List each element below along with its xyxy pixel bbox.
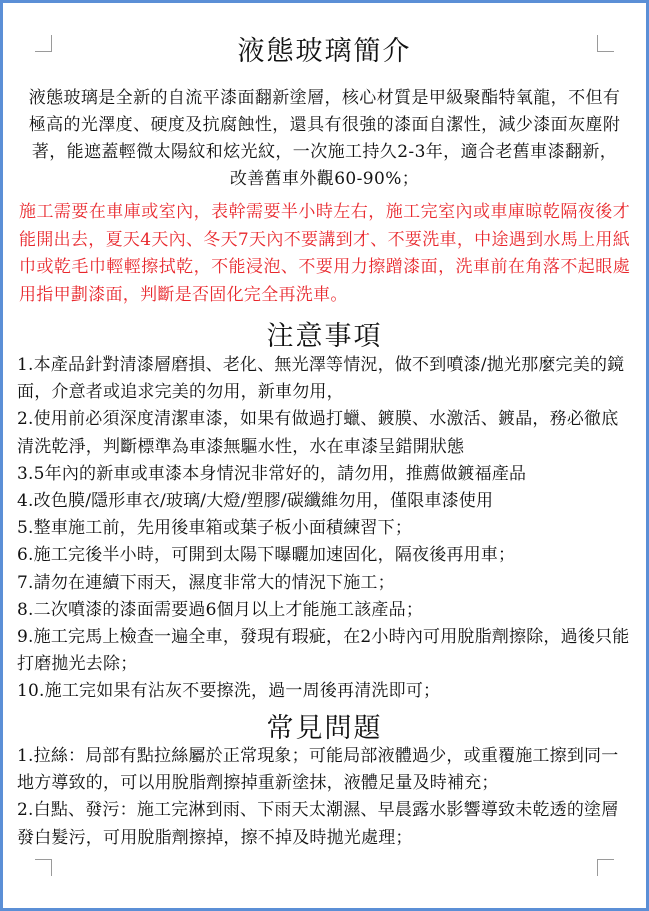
notes-item: 4.改色膜/隱形車衣/玻璃/大燈/塑膠/碳纖維勿用，僅限車漆使用 <box>17 491 494 512</box>
notes-item: 5.整車施工前，先用後車箱或葉子板小面積練習下； <box>17 518 413 539</box>
intro-paragraph: 液態玻璃是全新的自流平漆面翻新塗層，核心材質是甲級聚酯特氧龍，不但有極高的光澤度、硬度及抗腐蝕性，還具有很強的漆面自潔性，減少漆面灰塵附著，能遮蓋輕微太陽紋和炫光紋，一次施工持久2-3年，適合老舊車漆翻新，改善舊車外觀60-90%； <box>28 88 621 189</box>
crop-mark-bottom-left <box>35 859 52 876</box>
notes-item: 8.二次噴漆的漆面需要過6個月以上才能施工該產品； <box>17 599 424 620</box>
warning-paragraph: 施工需要在車庫或室內，表幹需要半小時左右，施工完室內或車庫晾乾隔夜後才能開出去，夏天4天內、冬天7天內不要講到才、不要洗車，中途遇到水馬上用紙巾或乾毛巾輕輕擦拭乾，不能浸泡、不要用力擦蹭漆面，洗車前在角落不起眼處用指甲劃漆面，判斷是否固化完全再洗車。 <box>19 202 630 305</box>
faq-item: 1.拉絲：局部有點拉絲屬於正常現象；可能局部液體過少，或重覆施工擦到同一地方導致的，可以用脫脂劑擦掉重新塗抹，液體足量及時補充； <box>17 746 619 794</box>
faq-title: 常見問題 <box>266 713 383 744</box>
faq-list <box>17 743 632 852</box>
crop-mark-bottom-right <box>597 859 614 876</box>
notes-item: 6.施工完後半小時，可開到太陽下曝曬加速固化，隔夜後再用車； <box>17 545 516 566</box>
notes-item: 1.本產品針對清漆層磨損、老化、無光澤等情況，做不到噴漆/拋光那麼完美的鏡面，介意者或追求完美的勿用，新車勿用， <box>17 355 625 403</box>
notes-title: 注意事項 <box>266 321 383 352</box>
notes-item: 3.5年內的新車或車漆本身情況非常好的，請勿用，推薦做鍍福產品 <box>17 463 527 484</box>
intro-title: 液態玻璃簡介 <box>237 36 412 67</box>
notes-item: 9.施工完馬上檢查一遍全車，發現有瑕疵，在2小時內可用脫脂劑擦除，過後只能打磨拋光去除； <box>17 627 630 675</box>
notes-list <box>17 352 632 706</box>
notes-item: 10.施工完如果有沾灰不要擦洗，過一周後再清洗即可； <box>17 681 441 702</box>
faq-item: 2.白點、發污：施工完淋到雨、下雨天太潮濕、早晨露水影響導致未乾透的塗層發白髮污，可用脫脂劑擦掉，擦不掉及時拋光處理； <box>17 800 619 848</box>
notes-item: 7.請勿在連續下雨天，濕度非常大的情況下施工； <box>17 572 395 593</box>
notes-item: 2.使用前必須深度清潔車漆，如果有做過打蠟、鍍膜、水激活、鍍晶，務必徹底清洗乾淨，判斷標準為車漆無驅水性，水在車漆呈錯開狀態 <box>17 409 619 457</box>
